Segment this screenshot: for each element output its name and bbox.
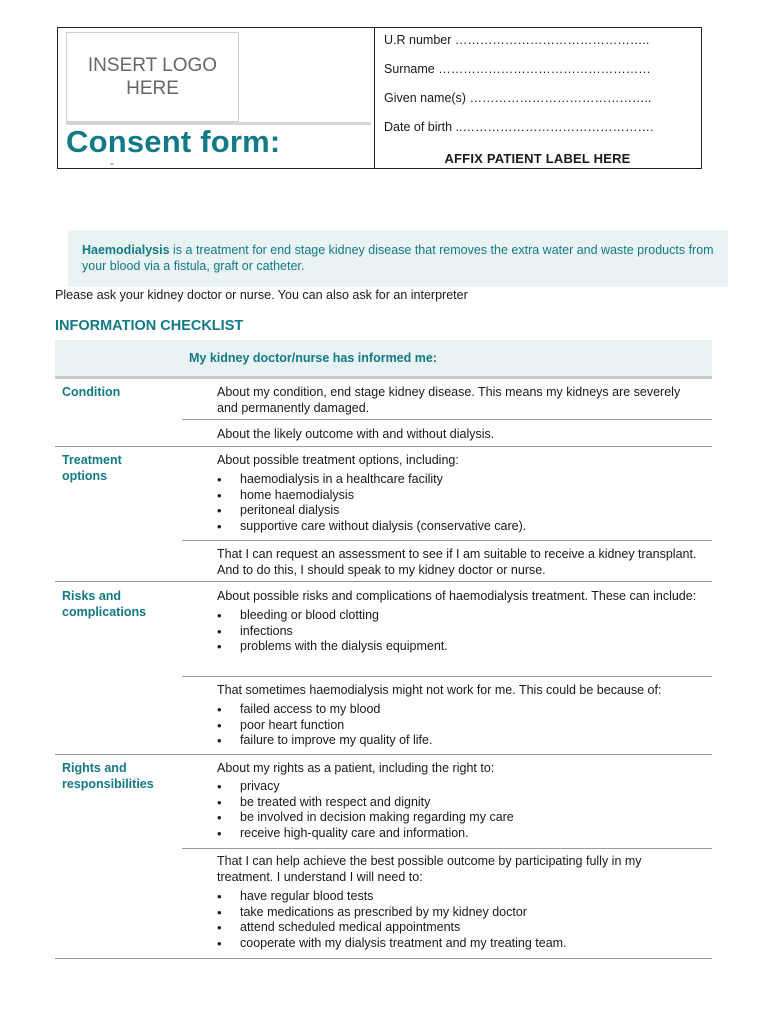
checklist-table-header xyxy=(55,340,712,379)
section-divider xyxy=(55,581,712,582)
title-fragment: - xyxy=(110,156,114,170)
bullet-item: • infections xyxy=(217,624,697,640)
bullet-item: • failed access to my blood xyxy=(217,702,697,718)
given-names-field[interactable]: Given name(s) …………………………………….. xyxy=(384,91,652,105)
item-text: About possible treatment options, including: xyxy=(217,453,459,467)
checklist-item xyxy=(217,588,697,655)
bullet-list xyxy=(217,472,697,535)
item-text: That I can request an assessment to see if I am suitable to receive a kidney transplant. And to do this, I should speak to my kidney doctor or nurse. xyxy=(217,547,697,577)
row-divider xyxy=(182,540,712,541)
bullet-item: • have regular blood tests xyxy=(217,889,697,905)
category-treatment-options: Treatment options xyxy=(62,453,122,483)
item-text: About possible risks and complications of haemodialysis treatment. These can include: xyxy=(217,589,697,603)
bullet-list xyxy=(217,779,697,842)
ask-line: Please ask your kidney doctor or nurse. You can also ask for an interpreter xyxy=(55,288,468,302)
bullet-item: • be treated with respect and dignity xyxy=(217,795,697,811)
form-title: Consent form: xyxy=(66,124,281,159)
bullet-item: • peritoneal dialysis xyxy=(217,503,697,519)
section-divider xyxy=(55,446,712,447)
bullet-item: • attend scheduled medical appointments xyxy=(217,920,697,936)
logo-placeholder-text: INSERT LOGO HERE xyxy=(87,55,218,99)
checklist-item xyxy=(217,760,697,842)
category-rights-and-responsibilities: Rights and responsibilities xyxy=(62,761,154,791)
bullet-item: • take medications as prescribed by my kidney doctor xyxy=(217,905,697,921)
date-of-birth-field[interactable]: Date of birth ..………………………………………. xyxy=(384,120,654,134)
intro-definition: is a treatment for end stage kidney disease that removes the extra water and waste products from your blood via a fistula, graft or catheter. xyxy=(82,243,714,273)
bullet-list xyxy=(217,702,697,749)
row-divider xyxy=(182,676,712,677)
intro-text xyxy=(82,242,718,274)
bullet-item: • cooperate with my dialysis treatment and my treating team. xyxy=(217,936,697,952)
intro-box xyxy=(68,230,728,287)
column-header: My kidney doctor/nurse has informed me: xyxy=(189,351,437,365)
bullet-item: • supportive care without dialysis (conservative care). xyxy=(217,519,697,535)
item-text: About my condition, end stage kidney disease. This means my kidneys are severely and permanently damaged. xyxy=(217,385,681,415)
bullet-item: • problems with the dialysis equipment. xyxy=(217,639,697,655)
checklist-title: INFORMATION CHECKLIST xyxy=(55,318,244,334)
bullet-item: • haemodialysis in a healthcare facility xyxy=(217,472,697,488)
intro-term: Haemodialysis xyxy=(82,243,170,257)
row-divider xyxy=(182,419,712,420)
bullet-list xyxy=(217,608,697,655)
checklist-item xyxy=(217,452,697,535)
checklist-item xyxy=(217,682,697,749)
bullet-item: • failure to improve my quality of life. xyxy=(217,733,697,749)
checklist-item xyxy=(217,384,697,416)
section-divider xyxy=(55,958,712,959)
bullet-item: • home haemodialysis xyxy=(217,488,697,504)
category-condition: Condition xyxy=(62,385,121,399)
bullet-item: • bleeding or blood clotting xyxy=(217,608,697,624)
item-text: That sometimes haemodialysis might not work for me. This could be because of: xyxy=(217,683,662,697)
bullet-item: • receive high-quality care and information. xyxy=(217,826,697,842)
bullet-item: • be involved in decision making regarding my care xyxy=(217,810,697,826)
checklist-item xyxy=(217,853,697,952)
affix-label-instruction: AFFIX PATIENT LABEL HERE xyxy=(444,151,631,166)
item-text: About my rights as a patient, including the right to: xyxy=(217,761,495,775)
checklist-item xyxy=(217,426,697,442)
bullet-list xyxy=(217,889,697,952)
category-risks-and-complications: Risks and complications xyxy=(62,589,147,619)
item-text: About the likely outcome with and without dialysis. xyxy=(217,427,495,441)
bullet-item: • privacy xyxy=(217,779,697,795)
bullet-item: • poor heart function xyxy=(217,718,697,734)
row-divider xyxy=(182,848,712,849)
ur-number-field[interactable]: U.R number ……………………………………….. xyxy=(384,33,650,47)
section-divider xyxy=(55,754,712,755)
surname-field[interactable]: Surname …………………………………………… xyxy=(384,62,651,76)
header-divider xyxy=(374,28,375,168)
item-text: That I can help achieve the best possible outcome by participating fully in my treatment. I understand I will need to: xyxy=(217,854,642,884)
logo-placeholder xyxy=(66,32,239,122)
checklist-item xyxy=(217,546,697,578)
patient-header-box xyxy=(57,27,702,169)
